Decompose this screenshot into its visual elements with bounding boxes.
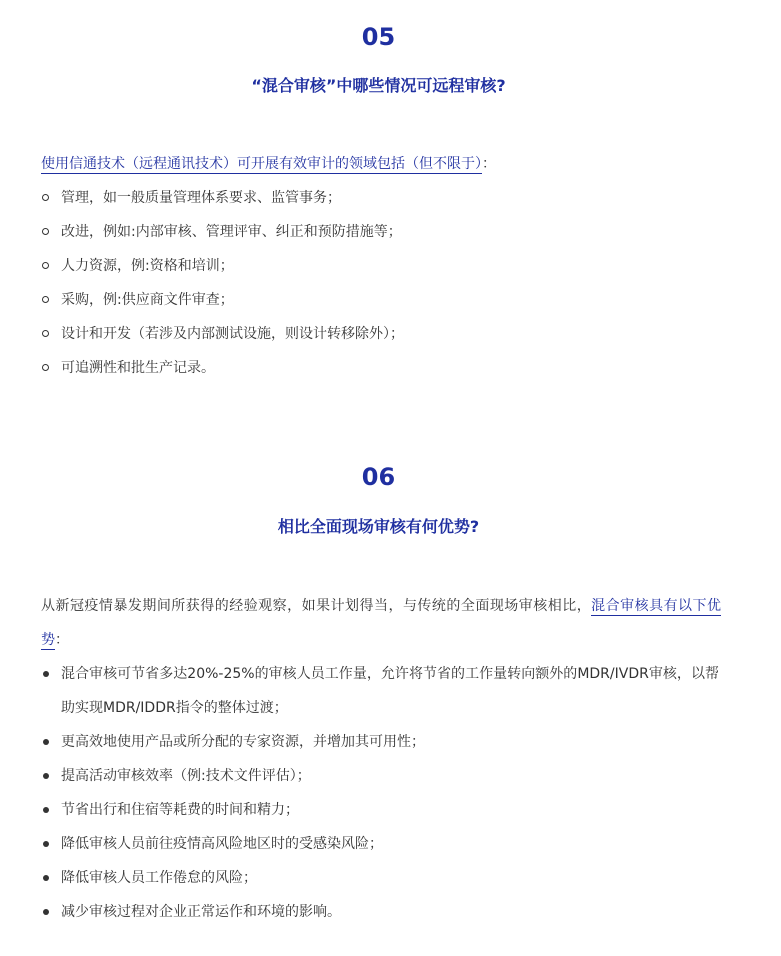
section-title: “混合审核”中哪些情况可远程审核? (251, 76, 506, 95)
list-item: 节省出行和住宿等耗费的时间和精力； (0, 793, 781, 827)
list-item: 降低审核人员工作倦怠的风险； (0, 861, 781, 895)
section-number: 06 (361, 463, 396, 491)
intro-link[interactable]: 混合审核具有以下优势 (41, 598, 721, 648)
intro-link[interactable]: 使用信通技术（远程通讯技术）可开展有效审计的领域包括（但不限于） (41, 156, 482, 172)
intro-suffix: ： (55, 632, 69, 648)
list-item: 混合审核可节省多达20%-25%的审核人员工作量，允许将节省的工作量转向额外的MDR/IVDR审核，以帮助实现MDR/IDDR指令的整体过渡； (0, 657, 781, 725)
list-item: 设计和开发（若涉及内部测试设施，则设计转移除外）； (0, 317, 781, 351)
list-item: 采购，例:供应商文件审查； (0, 283, 781, 317)
section-list (0, 657, 781, 929)
section-number: 05 (361, 23, 396, 51)
list-item: 提高活动审核效率（例:技术文件评估）； (0, 759, 781, 793)
list-item: 改进，例如:内部审核、管理评审、纠正和预防措施等； (0, 215, 781, 249)
intro-suffix: ： (482, 156, 496, 172)
list-item: 减少审核过程对企业正常运作和环境的影响。 (0, 895, 781, 929)
section-intro (41, 147, 721, 181)
list-item: 降低审核人员前往疫情高风险地区时的受感染风险； (0, 827, 781, 861)
list-item: 更高效地使用产品或所分配的专家资源，并增加其可用性； (0, 725, 781, 759)
list-item: 管理，如一般质量管理体系要求、监管事务； (0, 181, 781, 215)
section-list (0, 181, 781, 385)
intro-text: 从新冠疫情暴发期间所获得的经验观察，如果计划得当，与传统的全面现场审核相比， (41, 598, 592, 614)
list-item: 可追溯性和批生产记录。 (0, 351, 781, 385)
section-intro (41, 589, 721, 657)
list-item: 人力资源，例:资格和培训； (0, 249, 781, 283)
section-title: 相比全面现场审核有何优势? (277, 517, 480, 536)
